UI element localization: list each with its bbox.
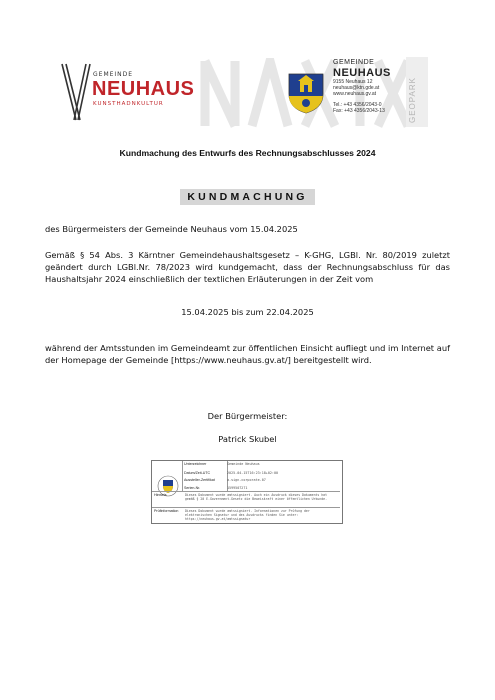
verification-text: Dieses Dokument wurde amtssigniert. Informationen zur Prüfung der elektronischen Signatur und des Ausdrucks finden Sie unter: https://neuhaus.gv.at/amtssignatur: [185, 509, 310, 521]
coat-of-arms-icon: [287, 72, 325, 114]
signature-row-label: Unterzeichner: [184, 462, 207, 466]
note-text: Dieses Dokument wurde amtssigniert. Auch ein Ausdruck dieses Dokuments hat gemäß § 20 E-Government-Gesetz die Beweiskraft einer öffentlichen Urkunde.: [185, 493, 328, 501]
signature-row-value: a-sign-corporate-07: [227, 478, 266, 482]
website-line: www.neuhaus.gv.at: [333, 91, 376, 97]
letterhead: [0, 0, 495, 140]
heading-box: [180, 189, 315, 205]
geopark-side-strip: [406, 57, 428, 127]
municipality-label: GEMEINDE: [333, 59, 375, 66]
note-label: Hinweis: [154, 493, 167, 497]
verification-label: Prüfinformation: [154, 509, 179, 513]
inspection-period: 15.04.2025 bis zum 22.04.2025: [181, 307, 314, 317]
official-signature-block: [151, 460, 343, 524]
announcement-paragraph: Gemäß § 54 Abs. 3 Kärntner Gemeindehaushaltsgesetz – K-GHG, LGBl. Nr. 80/2019 zuletzt geändert durch LGBl.Nr. 78/2023 wird kundgemacht, dass der Rechnungsabschluss für das Haushaltsjahr 2024 einschließlich der textlichen Erläuterungen in der Zeit vom: [45, 250, 450, 284]
signature-row-value: 1599507271: [227, 485, 248, 490]
document-title: Kundmachung des Entwurfs des Rechnungsabschlusses 2024: [119, 148, 376, 158]
signatory-name: Patrick Skubel: [218, 434, 277, 444]
signature-verification-row: [152, 507, 340, 523]
municipality-name: NEUHAUS: [333, 67, 391, 79]
signature-row-label: Aussteller-Zertifikat: [184, 478, 215, 482]
brand-small-label: GEMEINDE: [93, 71, 134, 78]
signatory-role: Der Bürgermeister:: [207, 411, 288, 421]
signature-row-value: Gemeinde Neuhaus: [227, 462, 260, 466]
fax-line: Fax: +43 4356/2043-13: [333, 108, 385, 114]
heading-text: KUNDMACHUNG: [187, 191, 308, 203]
brand-subtitle: KUNSTHADNKULTUR: [93, 101, 164, 107]
signature-note-row: [152, 491, 340, 507]
address-line: 9155 Neuhaus 12: [333, 79, 373, 85]
geopark-label: GEOPARK: [408, 77, 417, 123]
signature-row-value: 2025-04-15T16:23:18+02:00: [227, 470, 279, 475]
signature-row-label: Serien-Nr.: [184, 485, 201, 490]
email-line: neuhaus@ktn.gde.at: [333, 85, 380, 91]
stamp-divider: [182, 461, 183, 491]
phone-line: Tel.: +43 4356/2043-0: [333, 102, 382, 108]
signature-row-label: Datum/Zeit-UTC: [184, 470, 211, 475]
brand-name: NEUHAUS: [92, 78, 195, 100]
inspection-details-paragraph: während der Amtsstunden im Gemeindeamt zur öffentlichen Einsicht aufliegt und im Internet auf der Homepage der Gemeinde [https://www.neuhaus.gv.at/] bereitgestellt wird.: [45, 343, 450, 365]
issuer-line: des Bürgermeisters der Gemeinde Neuhaus vom 15.04.2025: [45, 224, 298, 234]
